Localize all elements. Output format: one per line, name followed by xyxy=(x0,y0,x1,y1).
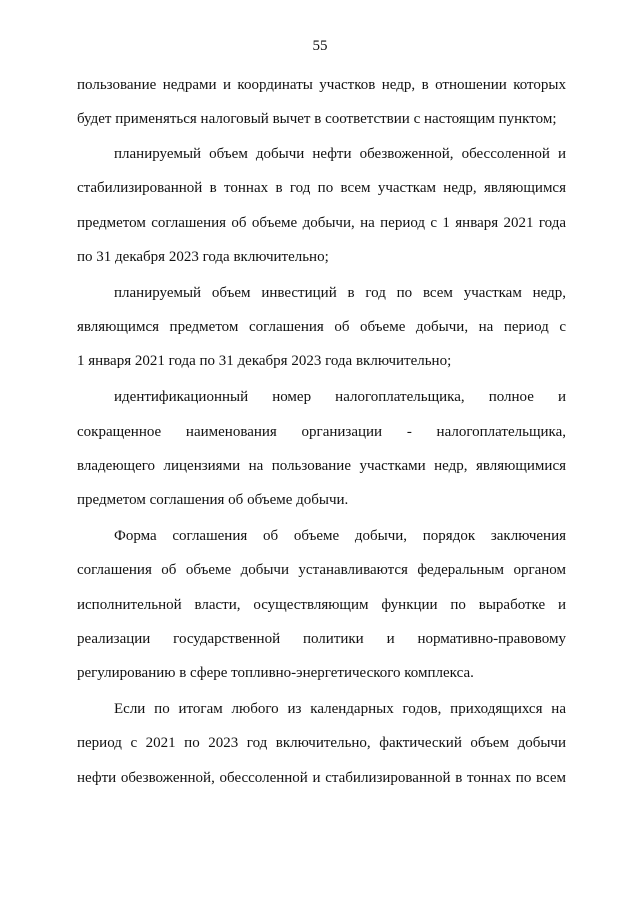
text-line: реализации государственной политики и нормативно-правовому xyxy=(77,631,566,647)
text-line: регулированию в сфере топливно-энергетического комплекса. xyxy=(77,665,474,681)
text-line: сокращенное наименования организации - налогоплательщика, xyxy=(77,424,566,440)
text-line: нефти обезвоженной, обессоленной и стабилизированной в тоннах по всем xyxy=(77,770,566,786)
text-line: предметом соглашения об объеме добычи. xyxy=(77,492,349,508)
text-line: пользование недрами и координаты участков недр, в отношении которых xyxy=(77,77,566,93)
text-line: соглашения об объеме добычи устанавливаются федеральным органом xyxy=(77,562,566,578)
text-line: предметом соглашения об объеме добычи, на период с 1 января 2021 года xyxy=(77,215,566,231)
text-line: по 31 декабря 2023 года включительно; xyxy=(77,249,329,265)
text-line: 1 января 2021 года по 31 декабря 2023 года включительно; xyxy=(77,353,452,369)
text-line: Форма соглашения об объеме добычи, порядок заключения xyxy=(114,528,566,544)
page-number: 55 xyxy=(312,38,328,54)
text-line: планируемый объем инвестиций в год по всем участкам недр, xyxy=(114,285,566,301)
text-line: планируемый объем добычи нефти обезвоженной, обессоленной и xyxy=(114,146,566,162)
text-line: исполнительной власти, осуществляющим функции по выработке и xyxy=(77,597,566,613)
text-line: идентификационный номер налогоплательщика, полное и xyxy=(114,389,566,405)
text-line: стабилизированной в тоннах в год по всем участкам недр, являющимся xyxy=(77,180,566,196)
text-line: период с 2021 по 2023 год включительно, фактический объем добычи xyxy=(77,735,566,751)
text-line: являющимся предметом соглашения об объеме добычи, на период с xyxy=(77,319,566,335)
text-line: владеющего лицензиями на пользование участками недр, являющимися xyxy=(77,458,566,474)
text-line: Если по итогам любого из календарных годов, приходящихся на xyxy=(114,701,566,717)
text-line: будет применяться налоговый вычет в соответствии с настоящим пунктом; xyxy=(77,111,557,127)
